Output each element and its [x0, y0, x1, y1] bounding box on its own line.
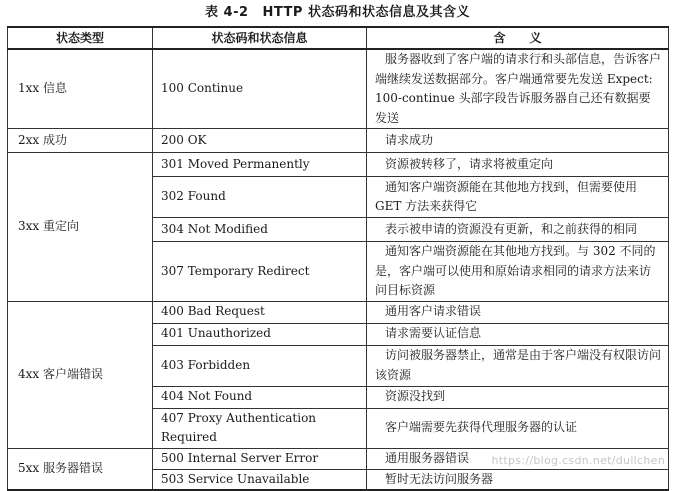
meaning-503: 暂时无法访问服务器 [367, 469, 669, 490]
table-row [8, 129, 669, 153]
code-503: 503 Service Unavailable [153, 469, 367, 490]
table-row [8, 153, 669, 177]
table-row [8, 49, 669, 129]
meaning-401: 请求需要认证信息 [367, 323, 669, 345]
code-100: 100 Continue [153, 49, 367, 129]
table-title: HTTP 状态码和状态信息及其含义 [262, 5, 470, 20]
code-307: 307 Temporary Redirect [153, 242, 367, 302]
header-category: 状态类型 [8, 27, 153, 49]
code-500: 500 Internal Server Error [153, 448, 367, 469]
watermark: https://blog.csdn.net/dullchen [491, 454, 665, 467]
meaning-100: 服务器收到了客户端的请求行和头部信息，告诉客户端继续发送数据部分。客户端通常要先发送 Expect: 100-continue 头部字段告诉服务器自己还有数据要发送 [367, 49, 669, 129]
meaning-404: 资源没找到 [367, 386, 669, 408]
category-2xx: 2xx 成功 [8, 129, 153, 153]
http-status-table [7, 26, 669, 491]
meaning-304: 表示被申请的资源没有更新，和之前获得的相同 [367, 218, 669, 242]
table-number: 表 4-2 [205, 5, 249, 20]
meaning-307: 通知客户端资源能在其他地方找到。与 302 不同的是，客户端可以使用和原始请求相同的请求方法来访问目标资源 [367, 242, 669, 302]
header-code: 状态码和状态信息 [153, 27, 367, 49]
category-4xx: 4xx 客户端错误 [8, 301, 153, 448]
table-caption [0, 4, 675, 22]
code-403: 403 Forbidden [153, 345, 367, 386]
meaning-301: 资源被转移了，请求将被重定向 [367, 153, 669, 177]
meaning-200: 请求成功 [367, 129, 669, 153]
meaning-400: 通用客户请求错误 [367, 301, 669, 323]
category-3xx: 3xx 重定向 [8, 153, 153, 302]
code-407: 407 Proxy Authentication Required [153, 408, 367, 448]
meaning-403: 访问被服务器禁止，通常是由于客户端没有权限访问该资源 [367, 345, 669, 386]
category-5xx: 5xx 服务器错误 [8, 448, 153, 490]
meaning-302: 通知客户端资源能在其他地方找到，但需要使用 GET 方法来获得它 [367, 177, 669, 218]
code-302: 302 Found [153, 177, 367, 218]
code-401: 401 Unauthorized [153, 323, 367, 345]
category-1xx: 1xx 信息 [8, 49, 153, 129]
header-row [8, 27, 669, 49]
header-meaning: 含 义 [367, 27, 669, 49]
table-row [8, 301, 669, 323]
code-404: 404 Not Found [153, 386, 367, 408]
meaning-407: 客户端需要先获得代理服务器的认证 [367, 408, 669, 448]
code-301: 301 Moved Permanently [153, 153, 367, 177]
code-304: 304 Not Modified [153, 218, 367, 242]
code-200: 200 OK [153, 129, 367, 153]
code-400: 400 Bad Request [153, 301, 367, 323]
meaning-500: 通用服务器错误 [367, 448, 669, 469]
